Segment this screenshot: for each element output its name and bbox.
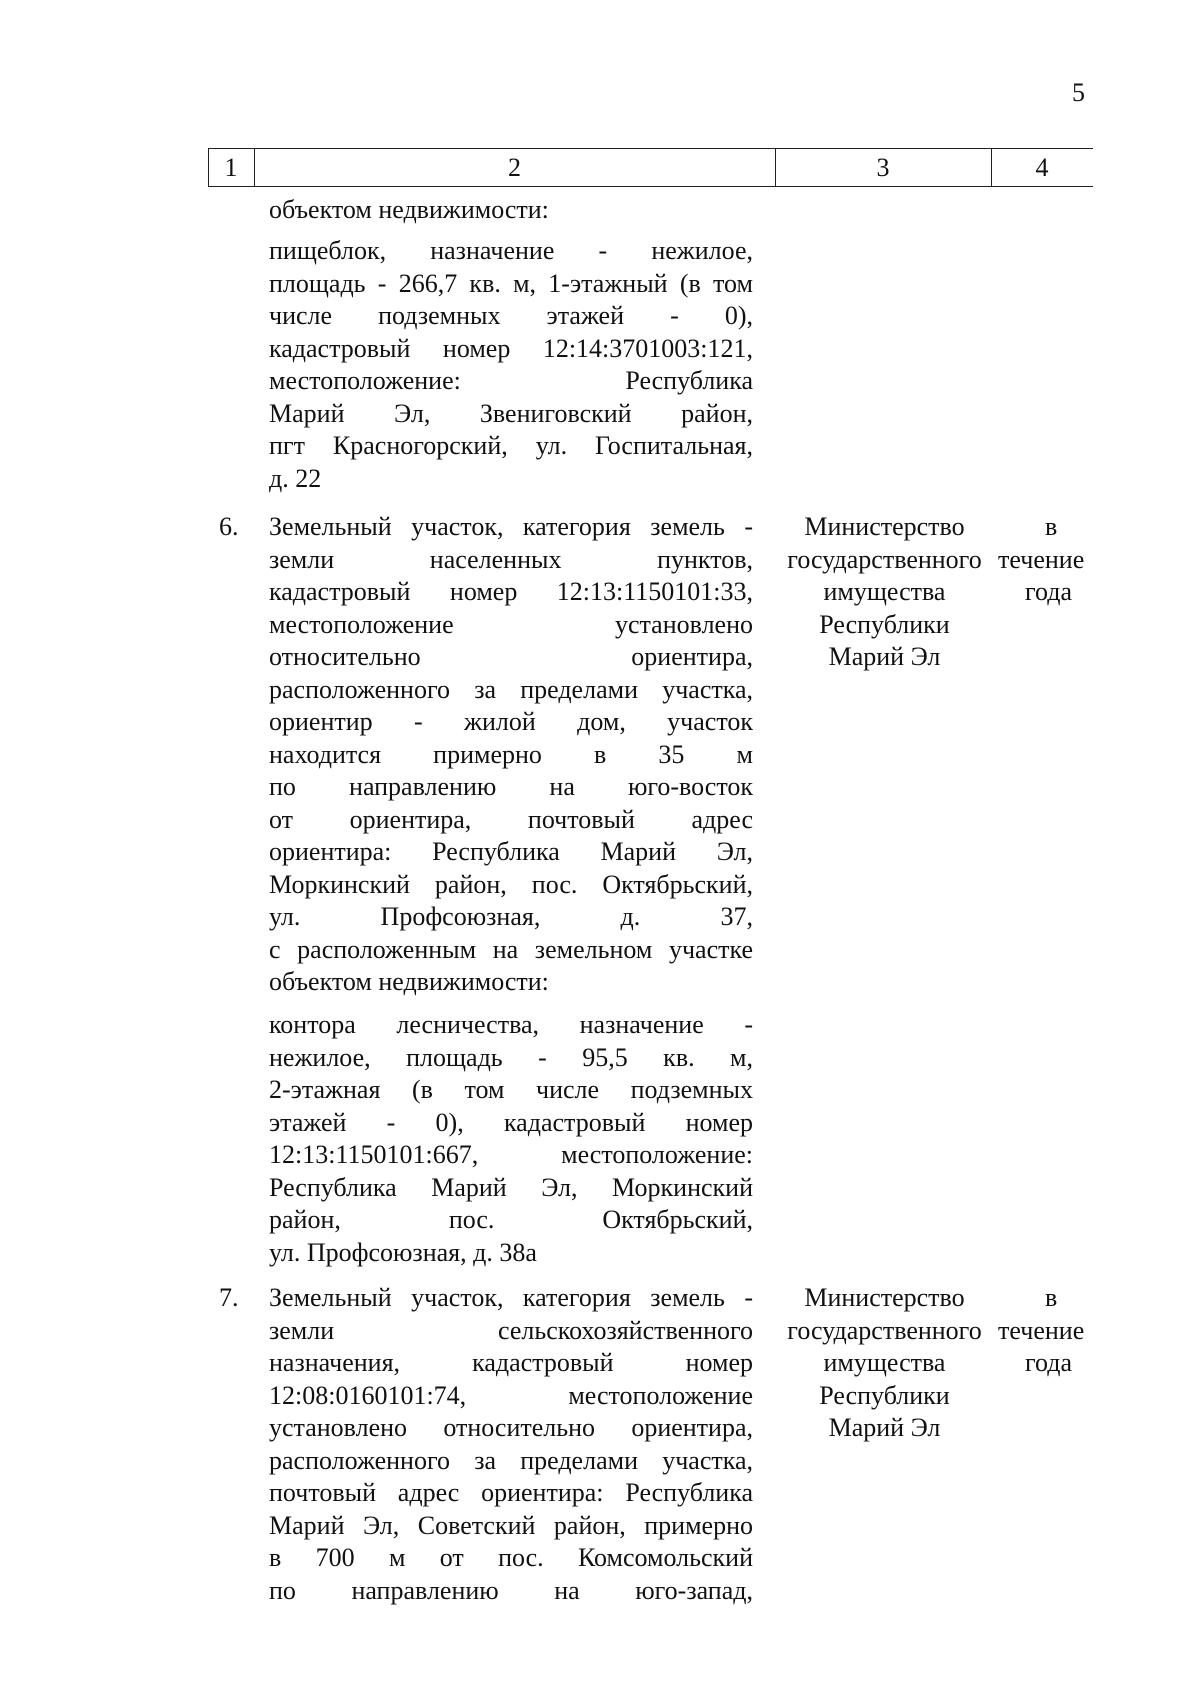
text-line: Марий Эл	[828, 1413, 941, 1442]
item-description	[269, 511, 753, 999]
text-line: государственного	[787, 1315, 982, 1345]
text-line: район, пос. Октябрьский,	[269, 1205, 753, 1234]
text-line: 12:08:0160101:74, местоположение	[269, 1380, 753, 1410]
text-line: объектом недвижимости:	[269, 967, 549, 996]
item-deadline	[995, 1282, 1095, 1380]
item-number: 7.	[219, 1283, 239, 1312]
text-line: относительно ориентира,	[269, 642, 753, 671]
text-line: местоположение установлено	[269, 609, 753, 639]
text-line: государственного	[787, 544, 982, 574]
text-line: кадастровый номер 12:13:1150101:33,	[269, 577, 753, 606]
text-line: имущества	[823, 577, 946, 606]
text-line: ул. Профсоюзная, д. 37,	[269, 902, 753, 931]
item-responsible	[777, 511, 992, 674]
continuation-paragraph	[269, 235, 753, 495]
text-line: местоположение: Республика	[269, 366, 753, 395]
text-line: течение	[998, 1315, 1085, 1345]
text-line: почтовый адрес ориентира: Республика	[269, 1478, 753, 1507]
text-line: Марий Эл, Советский район, примерно	[269, 1510, 753, 1540]
text-line: контора лесничества, назначение -	[269, 1010, 753, 1039]
text-line: в	[1045, 512, 1058, 541]
text-line: Министерство	[804, 512, 965, 541]
text-line: в	[1045, 1283, 1058, 1312]
table-header-row	[208, 148, 1093, 187]
text-line: земли сельскохозяйственного	[269, 1315, 753, 1345]
text-line: Земельный участок, категория земель -	[269, 512, 753, 541]
text-line: ориентира: Республика Марий Эл,	[269, 837, 753, 866]
text-line: кадастровый номер 12:14:3701003:121,	[269, 333, 753, 363]
text-line: 2-этажная (в том числе подземных	[269, 1075, 753, 1104]
text-line: Марий Эл	[828, 642, 941, 671]
header-col-1: 1	[224, 153, 238, 182]
text-line: года	[1025, 577, 1073, 606]
text-line: с расположенным на земельном участке	[269, 934, 753, 964]
text-line: пищеблок, назначение - нежилое,	[269, 236, 753, 265]
text-line: расположенного за пределами участка,	[269, 1445, 753, 1475]
text-line: Марий Эл, Звениговский район,	[269, 398, 753, 428]
text-line: д. 22	[269, 463, 322, 493]
text-line: Республики	[819, 1380, 950, 1410]
item-deadline	[995, 511, 1095, 609]
page-number: 5	[1072, 78, 1085, 107]
text-line: течение	[998, 544, 1085, 574]
item-description-object	[269, 1009, 753, 1269]
text-line: нежилое, площадь - 95,5 кв. м,	[269, 1042, 753, 1072]
text-line: назначения, кадастровый номер	[269, 1348, 753, 1377]
text-line: площадь - 266,7 кв. м, 1-этажный (в том	[269, 268, 753, 298]
text-line: объектом недвижимости:	[269, 195, 549, 224]
text-line: расположенного за пределами участка,	[269, 674, 753, 704]
text-line: года	[1025, 1348, 1073, 1377]
item-responsible	[777, 1282, 992, 1445]
text-line: Республика Марий Эл, Моркинский	[269, 1172, 753, 1202]
text-line: по направлению на юго-восток	[269, 772, 753, 801]
text-line: находится примерно в 35 м	[269, 739, 753, 769]
text-line: в 700 м от пос. Комсомольский	[269, 1543, 753, 1572]
item-description	[269, 1282, 753, 1607]
header-col-4: 4	[1035, 153, 1049, 182]
text-line: этажей - 0), кадастровый номер	[269, 1107, 753, 1137]
text-line: установлено относительно ориентира,	[269, 1413, 753, 1442]
text-line: пгт Красногорский, ул. Госпитальная,	[269, 431, 753, 460]
text-line: земли населенных пунктов,	[269, 544, 753, 574]
text-line: ул. Профсоюзная, д. 38а	[269, 1237, 537, 1267]
text-line: 12:13:1150101:667, местоположение:	[269, 1140, 753, 1169]
header-col-3: 3	[876, 153, 890, 182]
item-number: 6.	[219, 512, 239, 541]
text-line: Республики	[819, 609, 950, 639]
text-line: по направлению на юго-запад,	[269, 1575, 753, 1605]
text-line: числе подземных этажей - 0),	[269, 301, 753, 330]
text-line: Моркинский район, пос. Октябрьский,	[269, 869, 753, 899]
continuation-intro	[269, 194, 753, 227]
header-col-2: 2	[508, 153, 521, 182]
text-line: Земельный участок, категория земель -	[269, 1283, 753, 1312]
text-line: ориентир - жилой дом, участок	[269, 707, 753, 736]
text-line: имущества	[823, 1348, 946, 1377]
text-line: Министерство	[804, 1283, 965, 1312]
text-line: от ориентира, почтовый адрес	[269, 804, 753, 834]
